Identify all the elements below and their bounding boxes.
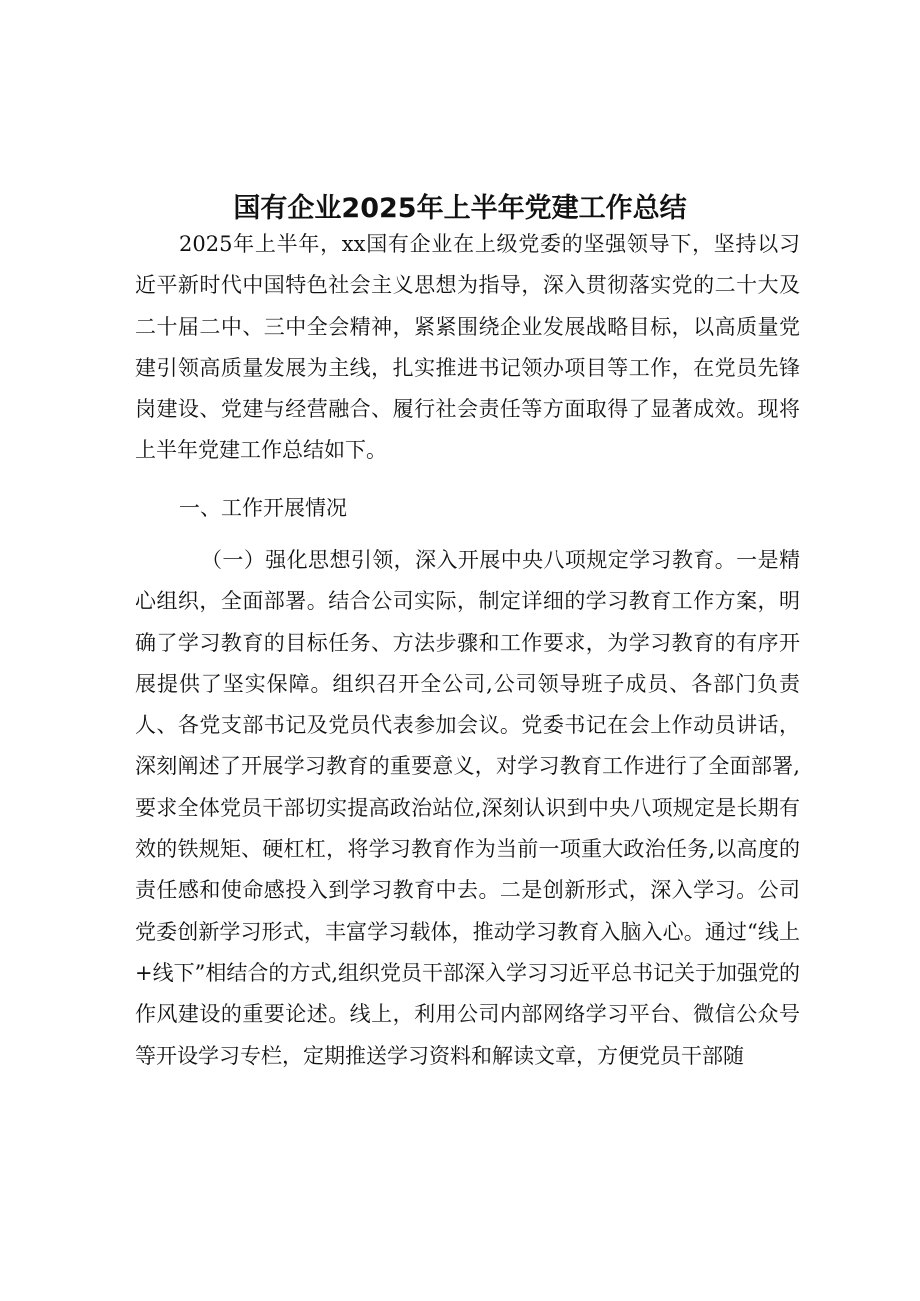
intro-paragraph: 2025年上半年，xx国有企业在上级党委的坚强领导下，坚持以习近平新时代中国特色社会主义思想为指导，深入贯彻落实党的二十大及二十届二中、三中全会精神，紧紧围绕企业发展战略目标，以高质量党建引领高质量发展为主线，扎实推进书记领办项目等工作，在党员先锋岗建设、党建与经营融合、履行社会责任等方面取得了显著成效。现将上半年党建工作总结如下。 [135,232,800,463]
document-title: 国有企业2025年上半年党建工作总结 [233,193,687,225]
section-heading-work-status: 一、工作开展情况 [179,496,347,520]
section-1-paragraph-1: （一）强化思想引领，深入开展中央八项规定学习教育。一是精心组织，全面部署。结合公司实际，制定详细的学习教育工作方案，明确了学习教育的目标任务、方法步骤和工作要求，为学习教育的有序开展提供了坚实保障。组织召开全公司,公司领导班子成员、各部门负责人、各党支部书记及党员代表参加会议。党委书记在会上作动员讲话，深刻阐述了开展学习教育的重要意义，对学习教育工作进行了全面部署,要求全体党员干部切实提高政治站位,深刻认识到中央八项规定是长期有效的铁规矩、硬杠杠，将学习教育作为当前一项重大政治任务,以高度的责任感和使命感投入到学习教育中去。二是创新形式，深入学习。公司党委创新学习形式，丰富学习载体，推动学习教育入脑入心。通过“线上+线下”相结合的方式,组织党员干部深入学习习近平总书记关于加强党的作风建设的重要论述。线上，利用公司内部网络学习平台、微信公众号等开设学习专栏，定期推送学习资料和解读文章，方便党员干部随 [135,548,801,1068]
